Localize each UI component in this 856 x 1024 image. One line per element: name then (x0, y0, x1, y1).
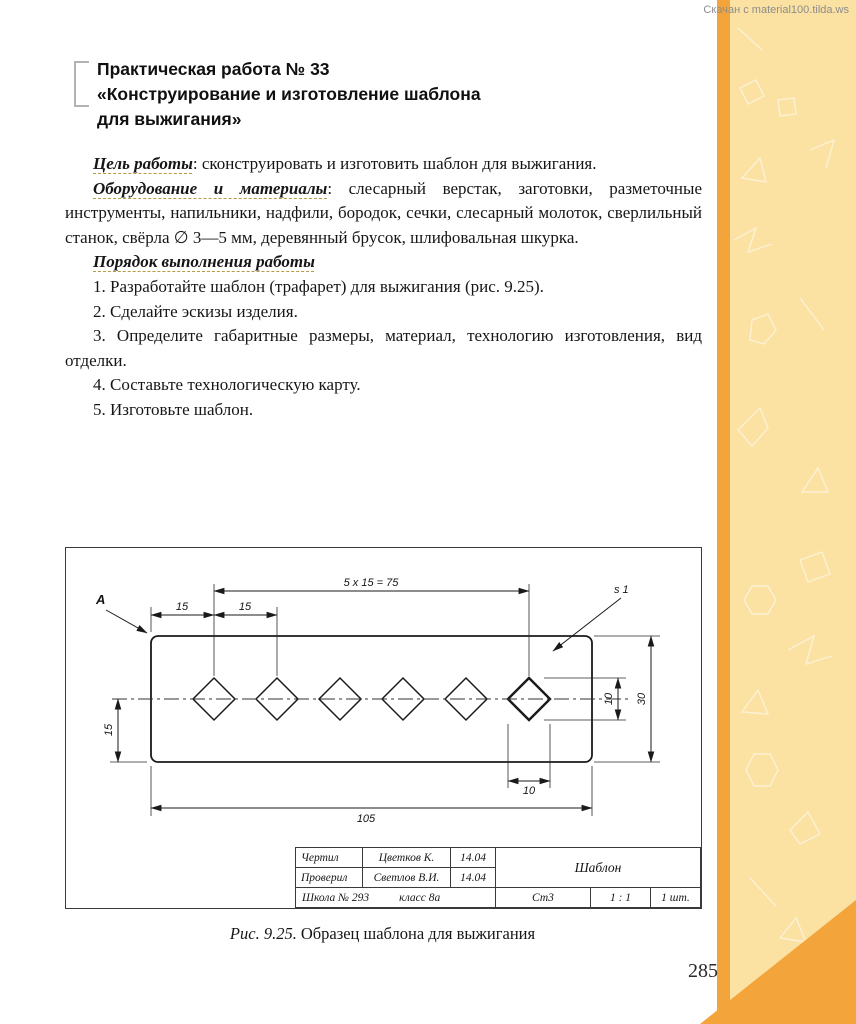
decorative-shapes (730, 0, 856, 1024)
step-item: 1. Разработайте шаблон (трафарет) для выжигания (рис. 9.25). (93, 276, 544, 296)
dim-height: 30 (636, 692, 648, 706)
title-block-table (295, 847, 701, 908)
page-number: 285 (688, 960, 718, 982)
titleblock-material: Ст3 (496, 888, 591, 908)
dim-left-gap: 15 (175, 601, 189, 613)
goal-lead: Цель работы (93, 154, 193, 173)
view-label: A (96, 592, 106, 607)
figure-caption-number: Рис. 9.25. (229, 924, 297, 943)
dim-left-vertical: 15 (103, 723, 115, 737)
equipment-lead: Оборудование и материалы (93, 178, 328, 198)
page-title (97, 57, 702, 132)
titleblock-drew-date: 14.04 (451, 848, 496, 868)
titleblock-checked-name: Светлов В.И. (363, 868, 451, 888)
dim-hole-horizontal: 10 (522, 785, 536, 797)
titleblock-drew-name: Цветков К. (363, 848, 451, 868)
goal-paragraph (65, 152, 702, 177)
titleblock-part-name: Шаблон (496, 848, 701, 888)
dim-length: 105 (356, 813, 376, 825)
thickness-label: s 1 (614, 584, 629, 596)
title-line: «Конструирование и изготовление шаблона (97, 84, 481, 104)
template-drawing (66, 548, 698, 844)
figure-caption-text: Образец шаблона для выжигания (300, 924, 536, 943)
dim-pitch: 15 (238, 601, 252, 613)
titleblock-checked-date: 14.04 (451, 868, 496, 888)
figure-caption (65, 924, 700, 944)
dim-top-span: 5 x 15 = 75 (343, 577, 399, 589)
school-name: Школа № 293 (302, 891, 370, 904)
title-line: Практическая работа № 33 (97, 59, 330, 79)
procedure-heading: Порядок выполнения работы (93, 252, 315, 272)
step-item: 5. Изготовьте шаблон. (93, 399, 254, 419)
school-class: класс 8а (399, 891, 441, 904)
titleblock-school (296, 888, 496, 908)
titleblock-scale: 1 : 1 (591, 888, 651, 908)
dim-hole-vertical: 10 (603, 692, 615, 706)
titleblock-checked-label: Проверил (296, 868, 363, 888)
step-item: 3. Определите габаритные размеры, материал, технологию изготовления, вид отделки. (65, 326, 702, 370)
titleblock-qty: 1 шт. (651, 888, 701, 908)
main-content (65, 57, 702, 943)
equipment-text: : слесарный верстак, заготовки, разметочные инструменты, напильники, надфили, бородок, сечки, слесарный молоток, сверлильный станок, свёрла ∅ 3—5 мм, деревянный брусок, шлифовальная шкурка. (65, 178, 702, 247)
step-item: 2. Сделайте эскизы изделия. (93, 301, 298, 321)
equipment-paragraph (65, 177, 702, 251)
drawing-frame (65, 547, 702, 909)
watermark: Скачан с material100.tilda.ws (703, 4, 849, 16)
titleblock-drew-label: Чертил (296, 848, 363, 868)
title-block (65, 57, 702, 132)
step-item: 4. Составьте технологическую карту. (93, 375, 361, 395)
decorative-band (730, 0, 856, 1024)
title-line: для выжигания» (97, 109, 242, 129)
section-bracket-icon (74, 61, 89, 107)
decorative-stripe (717, 0, 730, 1024)
goal-text: : сконструировать и изготовить шаблон для выжигания. (192, 154, 597, 173)
